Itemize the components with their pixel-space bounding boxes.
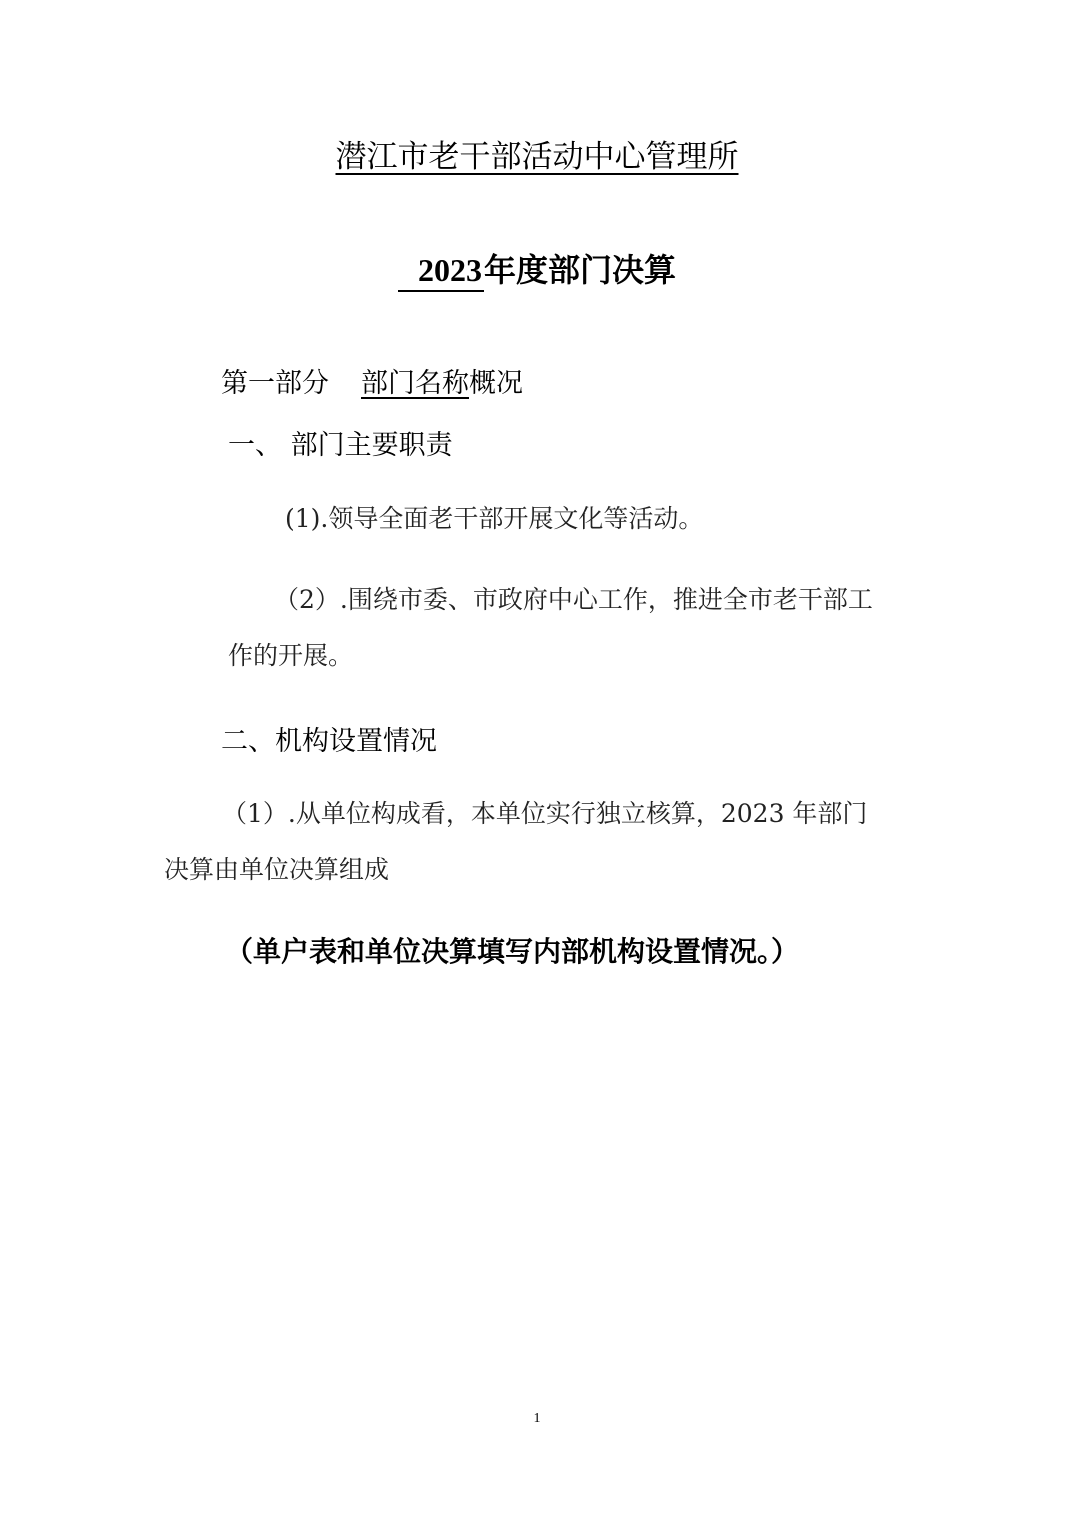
subtitle-year: 2023 <box>398 254 484 292</box>
part-one-name: 部门名称 <box>361 368 469 399</box>
document-title: 潜江市老干部活动中心管理所 <box>335 139 739 175</box>
page-number: 1 <box>533 1411 541 1426</box>
section-two-note: （单户表和单位决算填写内部机构设置情况。） <box>225 935 800 968</box>
section-one-item-2-line-1: （2）.围绕市委、市政府中心工作，推进全市老干部工 <box>274 585 873 614</box>
part-one-heading <box>221 370 523 397</box>
section-one-heading: 一、 部门主要职责 <box>228 430 453 461</box>
document-subtitle <box>0 251 1074 292</box>
section-two-item-1-line-2: 决算由单位决算组成 <box>164 855 390 884</box>
section-one-item-1: (1).领导全面老干部开展文化等活动。 <box>285 504 704 533</box>
section-one-item-2-line-2: 作的开展。 <box>228 641 354 670</box>
part-one-label: 第一部分 <box>221 368 329 399</box>
section-two-item-1-line-1: （1）.从单位构成看，本单位实行独立核算，2023 年部门 <box>222 799 868 828</box>
part-one-suffix: 概况 <box>469 368 523 399</box>
section-two-heading: 二、机构设置情况 <box>221 726 437 757</box>
subtitle-suffix: 年度部门决算 <box>483 251 676 289</box>
